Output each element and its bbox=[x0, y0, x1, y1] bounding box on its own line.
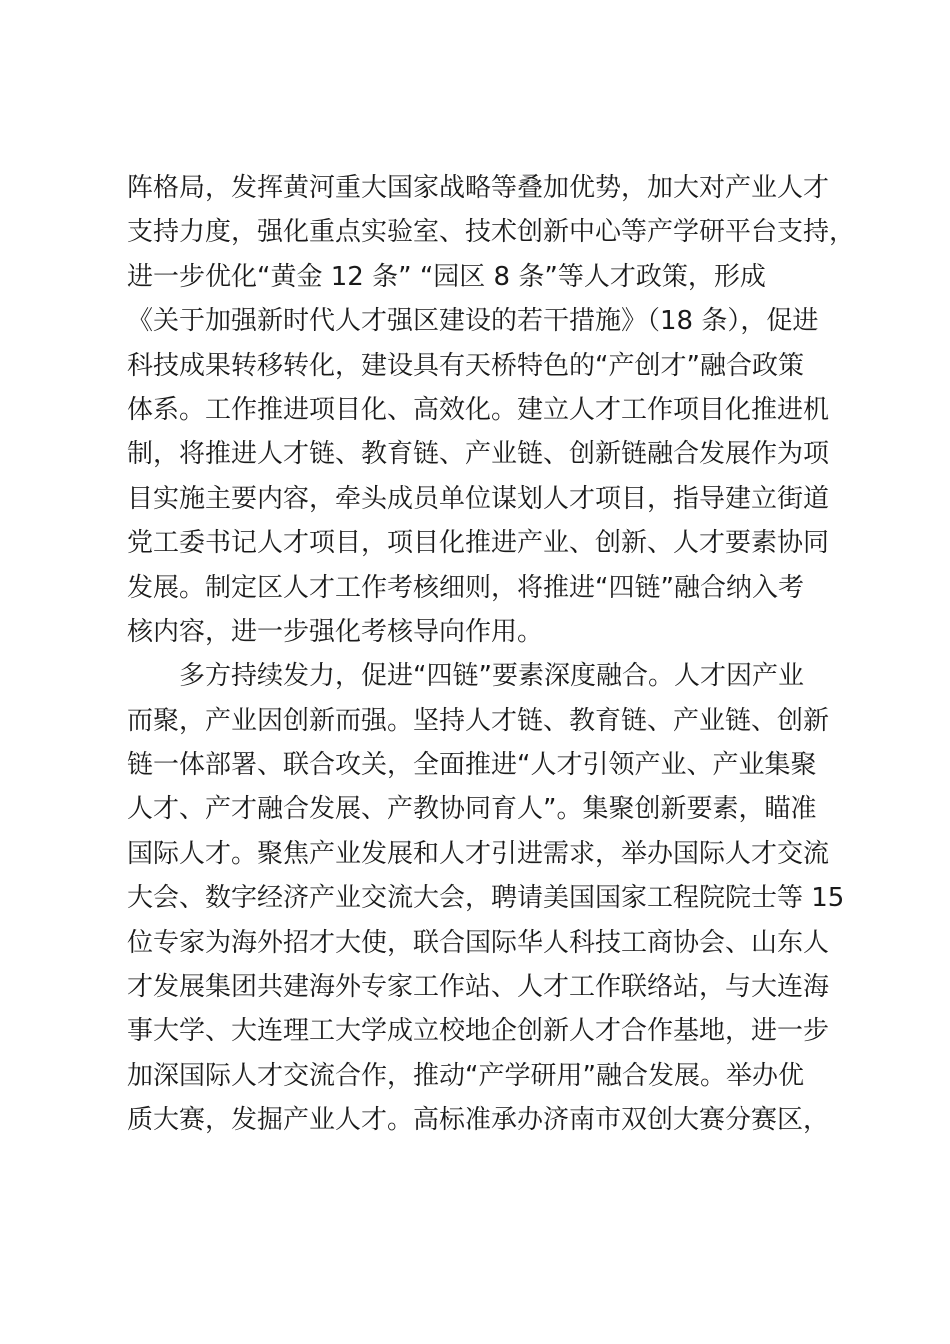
text-line: 目实施主要内容，牵头成员单位谋划人才项目，指导建立街道 bbox=[127, 483, 830, 514]
text-line: 核内容，进一步强化考核导向作用。 bbox=[127, 616, 544, 647]
text-line: 加深国际人才交流合作，推动“产学研用”融合发展。举办优 bbox=[127, 1060, 804, 1091]
text-line: 事大学、大连理工大学成立校地企创新人才合作基地，进一步 bbox=[127, 1016, 830, 1047]
text-line: 发展。制定区人才工作考核细则，将推进“四链”融合纳入考 bbox=[127, 572, 804, 603]
text-line: 人才、产才融合发展、产教协同育人”。集聚创新要素，瞄准 bbox=[127, 794, 817, 825]
text-line: 制，将推进人才链、教育链、产业链、创新链融合发展作为项 bbox=[127, 439, 830, 470]
text-line: 而聚，产业因创新而强。坚持人才链、教育链、产业链、创新 bbox=[127, 705, 830, 736]
text-line: 大会、数字经济产业交流大会，聘请美国国家工程院院士等 15 bbox=[127, 883, 845, 914]
text-line: 质大赛，发掘产业人才。高标准承办济南市双创大赛分赛区， bbox=[127, 1105, 830, 1136]
text-line: 《关于加强新时代人才强区建设的若干措施》（18 条），促进 bbox=[127, 306, 819, 337]
text-line: 链一体部署、联合攻关，全面推进“人才引领产业、产业集聚 bbox=[127, 750, 817, 781]
text-line: 位专家为海外招才大使，联合国际华人科技工商协会、山东人 bbox=[127, 927, 830, 958]
paragraph-2 bbox=[127, 654, 845, 1142]
text-line: 党工委书记人才项目，项目化推进产业、创新、人才要素协同 bbox=[127, 528, 830, 559]
text-line: 体系。工作推进项目化、高效化。建立人才工作项目化推进机 bbox=[127, 394, 830, 425]
text-line: 国际人才。聚焦产业发展和人才引进需求，举办国际人才交流 bbox=[127, 838, 830, 869]
body-text bbox=[127, 166, 856, 1143]
paragraph-1 bbox=[127, 166, 856, 654]
text-line: 支持力度，强化重点实验室、技术创新中心等产学研平台支持， bbox=[127, 217, 856, 248]
text-line-indented: 多方持续发力，促进“四链”要素深度融合。人才因产业 bbox=[179, 661, 804, 692]
text-line: 进一步优化“黄金 12 条” “园区 8 条”等人才政策，形成 bbox=[127, 261, 766, 292]
text-line: 才发展集团共建海外专家工作站、人才工作联络站，与大连海 bbox=[127, 972, 830, 1003]
text-line: 阵格局，发挥黄河重大国家战略等叠加优势，加大对产业人才 bbox=[127, 173, 830, 203]
text-line: 科技成果转移转化，建设具有天桥特色的“产创才”融合政策 bbox=[127, 350, 804, 381]
